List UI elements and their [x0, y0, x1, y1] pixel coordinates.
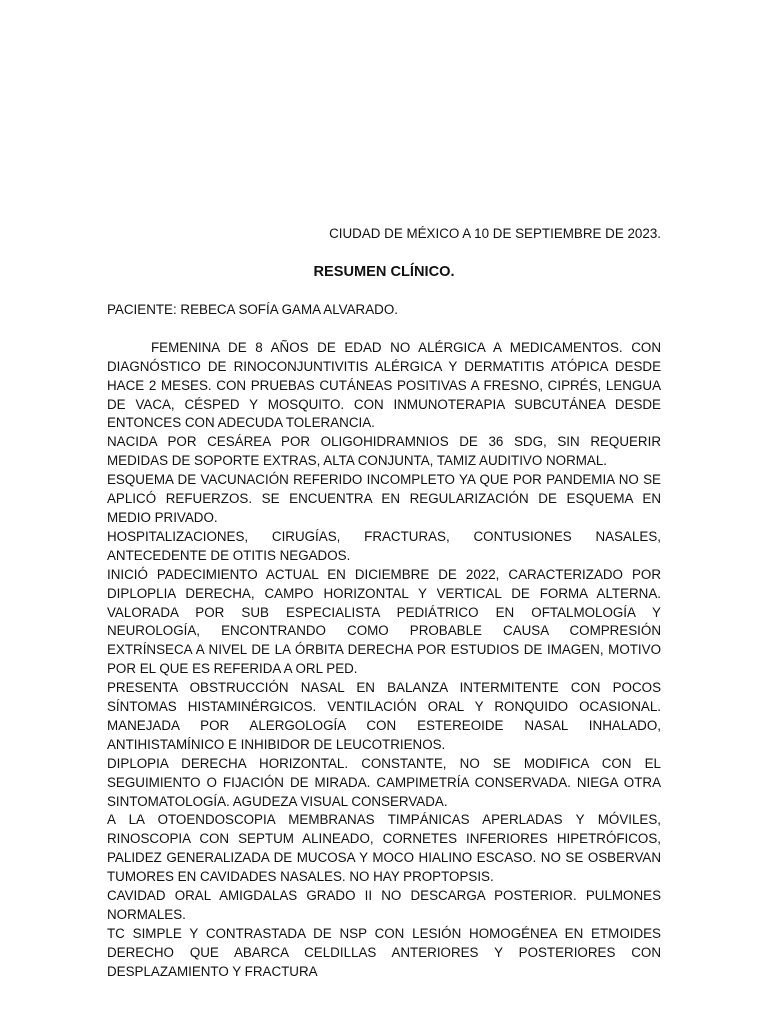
date-line: CIUDAD DE MÉXICO A 10 DE SEPTIEMBRE DE 2023.	[329, 226, 661, 241]
paragraph-diplopia: DIPLOPIA DERECHA HORIZONTAL. CONSTANTE, NO SE MODIFICA CON EL SEGUIMIENTO O FIJACIÓN DE MIRADA. CAMPIMETRÍA CONSERVADA. NIEGA OTRA SINTOMATOLOGÍA. AGUDEZA VISUAL CONSERVADA.	[107, 755, 661, 809]
clinical-body	[107, 339, 661, 982]
document-content	[107, 225, 661, 982]
paragraph-nasal-obstruction: PRESENTA OBSTRUCCIÓN NASAL EN BALANZA INTERMITENTE CON POCOS SÍNTOMAS HISTAMINÉRGICOS. VENTILACIÓN ORAL Y RONQUIDO OCASIONAL. MANEJADA POR ALERGOLOGÍA CON ESTEREOIDE NASAL INHALADO, ANTIHISTAMÍNICO E INHIBIDOR DE LEUCOTRIENOS.	[107, 680, 661, 752]
paragraph-ct-scan: TC SIMPLE Y CONTRASTADA DE NSP CON LESIÓN HOMOGÉNEA EN ETMOIDES DERECHO QUE ABARCA CELDILLAS ANTERIORES Y POSTERIORES CON DESPLAZAMIENTO Y FRACTURA	[107, 925, 661, 979]
paragraph-current-illness: INICIÓ PADECIMIENTO ACTUAL EN DICIEMBRE DE 2022, CARACTERIZADO POR DIPLOPLIA DERECHA, CAMPO HORIZONTAL Y VERTICAL DE FORMA ALTERNA. VALORADA POR SUB ESPECIALISTA PEDIÁTRICO EN OFTALMOLOGÍA Y NEUROLOGÍA, ENCONTRANDO COMO PROBABLE CAUSA COMPRESIÓN EXTRÍNSECA A NIVEL DE LA ÓRBITA DERECHA POR ESTUDIOS DE IMAGEN, MOTIVO POR EL QUE ES REFERIDA A ORL PED.	[107, 566, 661, 677]
paragraph-history: FEMENINA DE 8 AÑOS DE EDAD NO ALÉRGICA A MEDICAMENTOS. CON DIAGNÓSTICO DE RINOCONJUNTIVITIS ALÉRGICA Y DERMATITIS ATÓPICA DESDE HACE 2 MESES. CON PRUEBAS CUTÁNEAS POSITIVAS A FRESNO, CIPRÉS, LENGUA DE VACA, CÉSPED Y MOSQUITO. CON INMUNOTERAPIA SUBCUTÁNEA DESDE ENTONCES CON ADECUDA TOLERANCIA.	[107, 339, 661, 431]
paragraph-antecedents: HOSPITALIZACIONES, CIRUGÍAS, FRACTURAS, CONTUSIONES NASALES, ANTECEDENTE DE OTITIS NEGADOS.	[107, 528, 661, 563]
document-title: RESUMEN CLÍNICO.	[313, 263, 455, 280]
paragraph-oral-cavity: CAVIDAD ORAL AMIGDALAS GRADO II NO DESCARGA POSTERIOR. PULMONES NORMALES.	[107, 888, 661, 922]
paragraph-birth: NACIDA POR CESÁREA POR OLIGOHIDRAMNIOS DE 36 SDG, SIN REQUERIR MEDIDAS DE SOPORTE EXTRAS, ALTA CONJUNTA, TAMIZ AUDITIVO NORMAL.	[107, 434, 661, 469]
paragraph-vaccination: ESQUEMA DE VACUNACIÓN REFERIDO INCOMPLETO YA QUE POR PANDEMIA NO SE APLICÓ REFUERZOS. SE ENCUENTRA EN REGULARIZACIÓN DE ESQUEMA EN MEDIO PRIVADO.	[107, 472, 661, 525]
patient-line: PACIENTE: REBECA SOFÍA GAMA ALVARADO.	[107, 301, 398, 317]
paragraph-otoendoscopy: A LA OTOENDOSCOPIA MEMBRANAS TIMPÁNICAS APERLADAS Y MÓVILES, RINOSCOPIA CON SEPTUM ALINEADO, CORNETES INFERIORES HIPETRÓFICOS, PALIDEZ GENERALIZADA DE MUCOSA Y MOCO HIALINO ESCASO. NO SE OSBERVAN TUMORES EN CAVIDADES NASALES. NO HAY PROPTOPSIS.	[107, 812, 661, 885]
